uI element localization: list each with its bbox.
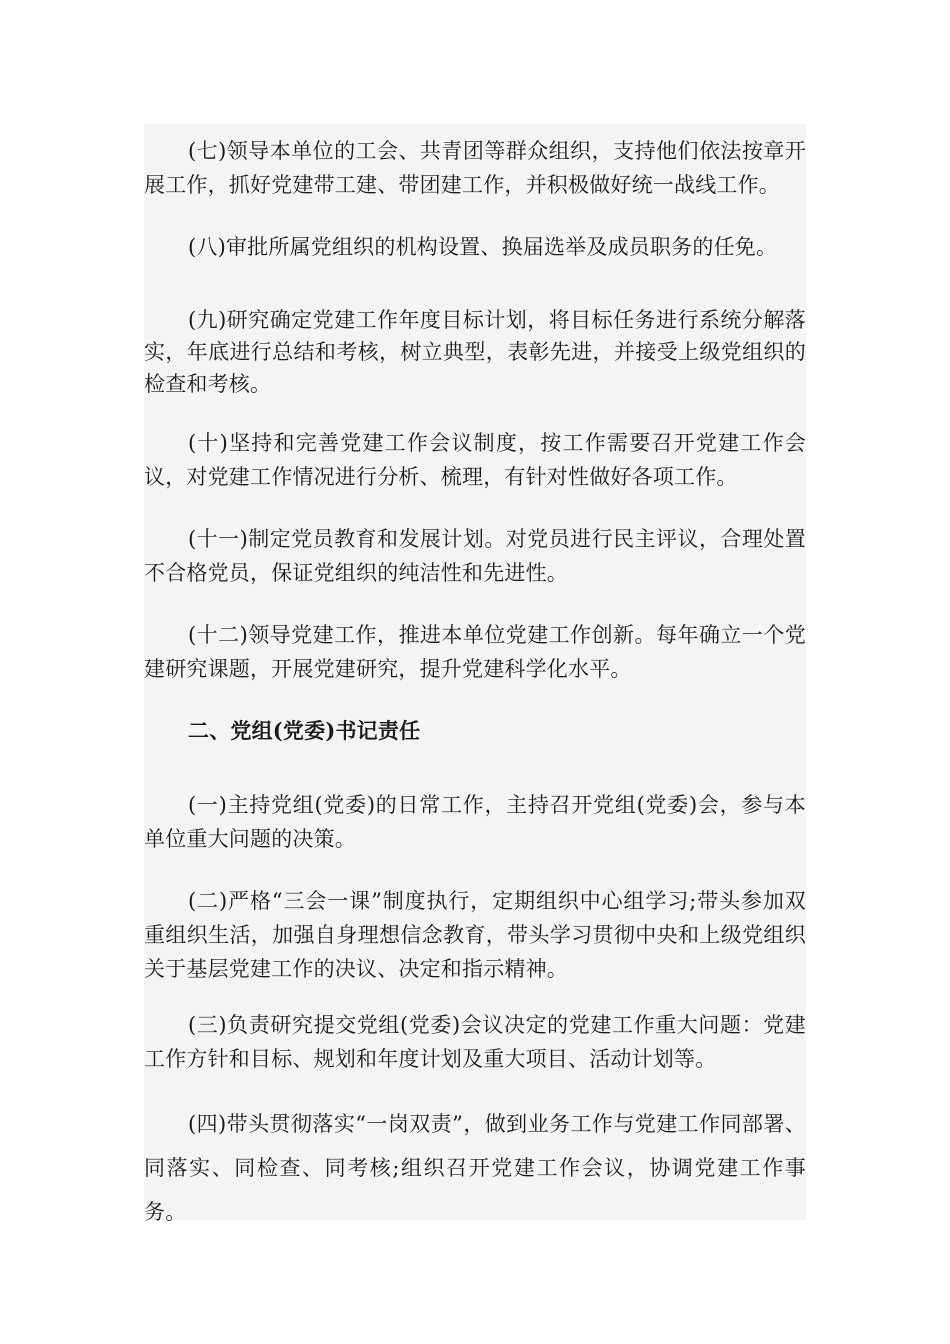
paragraph-1: (一)主持党组(党委)的日常工作，主持召开党组(党委)会，参与本单位重大问题的决策。 [144, 793, 806, 851]
paragraph-4: (四)带头贯彻落实“一岗双责”，做到业务工作与党建工作同部署、同落实、同检查、同考核;组织召开党建工作会议，协调党建工作事务。 [144, 1112, 806, 1224]
paragraph-7: (七)领导本单位的工会、共青团等群众组织，支持他们依法按章开展工作，抓好党建带工建、带团建工作，并积极做好统一战线工作。 [144, 139, 806, 197]
paragraph-3: (三)负责研究提交党组(党委)会议决定的党建工作重大问题：党建工作方针和目标、规划和年度计划及重大项目、活动计划等。 [144, 1013, 806, 1071]
paragraph-12: (十二)领导党建工作，推进本单位党建工作创新。每年确立一个党建研究课题，开展党建研究，提升党建科学化水平。 [144, 623, 806, 681]
paragraph-8: (八)审批所属党组织的机构设置、换届选举及成员职务的任免。 [188, 235, 778, 259]
section-heading: 二、党组(党委)书记责任 [188, 718, 421, 743]
document-body [144, 124, 806, 1224]
paragraph-2: (二)严格“三会一课”制度执行，定期组织中心组学习;带头参加双重组织生活，加强自身理想信念教育，带头学习贯彻中央和上级党组织关于基层党建工作的决议、决定和指示精神。 [144, 889, 806, 981]
paragraph-10: (十)坚持和完善党建工作会议制度，按工作需要召开党建工作会议，对党建工作情况进行分析、梳理，有针对性做好各项工作。 [144, 431, 806, 489]
paragraph-11: (十一)制定党员教育和发展计划。对党员进行民主评议，合理处置不合格党员，保证党组织的纯洁性和先进性。 [144, 527, 806, 585]
paragraph-9: (九)研究确定党建工作年度目标计划，将目标任务进行系统分解落实，年底进行总结和考核，树立典型，表彰先进，并接受上级党组织的检查和考核。 [144, 308, 806, 396]
